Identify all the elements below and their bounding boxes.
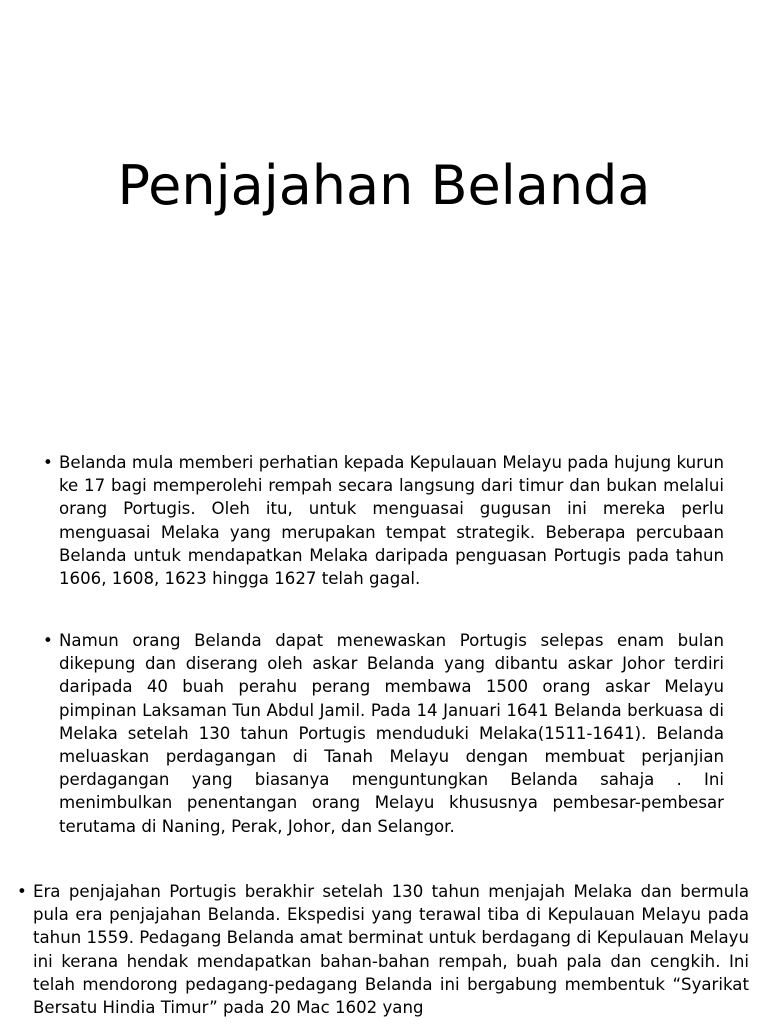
slide-title: Penjajahan Belanda bbox=[117, 154, 651, 217]
bullet-point-icon: • bbox=[43, 453, 53, 472]
bullet-point-icon: • bbox=[17, 882, 27, 901]
bullet-point-icon: • bbox=[43, 631, 53, 650]
bullet-paragraph-1 bbox=[43, 451, 724, 590]
bullet-text-3: Era penjajahan Portugis berakhir setelah 130 tahun menjajah Melaka dan bermula pula era penjajahan Belanda. Ekspedisi yang terawal tiba di Kepulauan Melayu pada tahun 1559. Pedagang Belanda amat berminat untuk berdagang di Kepulauan Melayu ini kerana hendak mendapatkan bahan-bahan rempah, buah pala dan cengkih. Ini telah mendorong pedagang-pedagang Belanda ini bergabung membentuk “Syarikat Bersatu Hindia Timur” pada 20 Mac 1602 yang bbox=[33, 882, 749, 1018]
bullet-text-1: Belanda mula memberi perhatian kepada Kepulauan Melayu pada hujung kurun ke 17 bagi memperolehi rempah secara langsung dari timur dan bukan melalui orang Portugis. Oleh itu, untuk menguasai gugusan ini mereka perlu menguasai Melaka yang merupakan tempat strategik. Beberapa percubaan Belanda untuk mendapatkan Melaka daripada penguasan Portugis pada tahun 1606, 1608, 1623 hingga 1627 telah gagal. bbox=[59, 453, 724, 589]
bullet-paragraph-2 bbox=[43, 629, 724, 838]
bullet-paragraph-3 bbox=[17, 880, 749, 1019]
bullet-text-2: Namun orang Belanda dapat menewaskan Portugis selepas enam bulan dikepung dan diserang oleh askar Belanda yang dibantu askar Johor terdiri daripada 40 buah perahu perang membawa 1500 orang askar Melayu pimpinan Laksaman Tun Abdul Jamil. Pada 14 Januari 1641 Belanda berkuasa di Melaka setelah 130 tahun Portugis menduduki Melaka(1511-1641). Belanda meluaskan perdagangan di Tanah Melayu dengan membuat perjanjian perdagangan yang biasanya menguntungkan Belanda sahaja . Ini menimbulkan penentangan orang Melayu khususnya pembesar-pembesar terutama di Naning, Perak, Johor, dan Selangor. bbox=[59, 631, 724, 836]
